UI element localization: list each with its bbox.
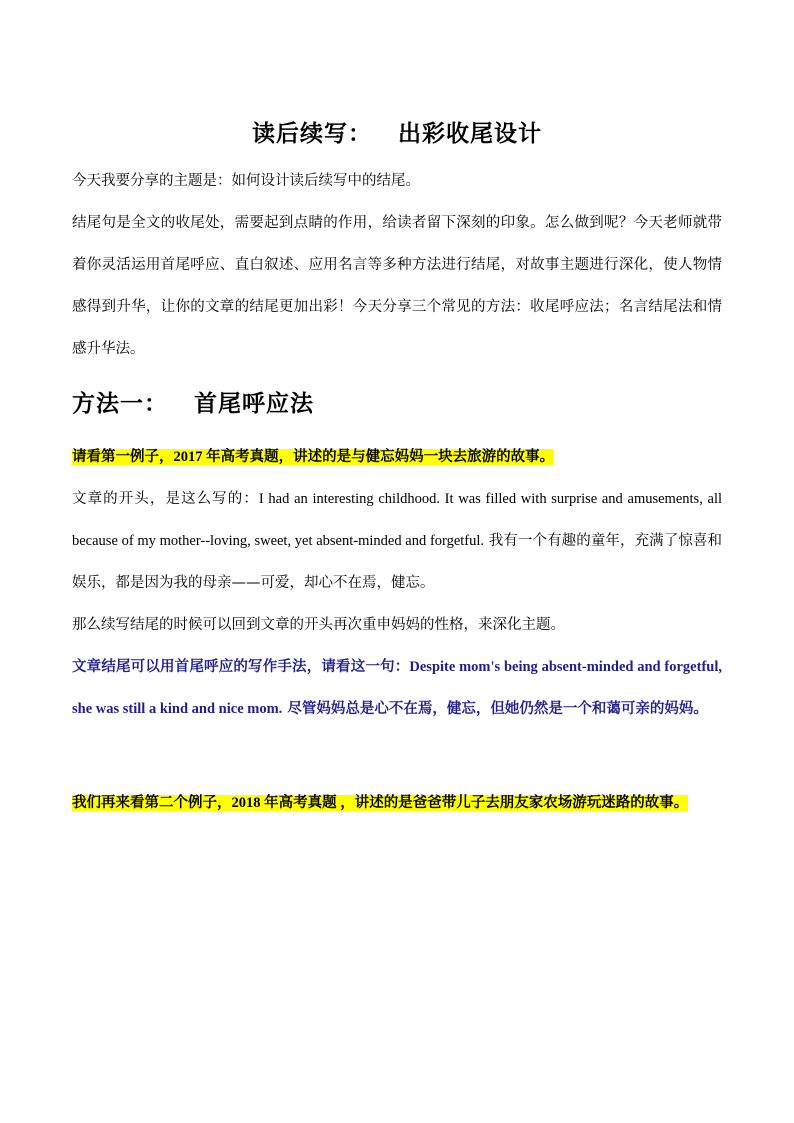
opening-prefix: 文章的开头，是这么写的： <box>72 491 259 507</box>
page-title <box>72 110 722 158</box>
document-page <box>72 110 722 824</box>
page-title-left: 读后续写： <box>252 121 372 147</box>
ending-chinese: 尽管妈妈总是心不在焉，健忘，但她仍然是一个和蔼可亲的妈妈。 <box>287 701 708 717</box>
method-one-heading-left: 方法一： <box>72 391 168 417</box>
ending-prefix: 文章结尾可以用首尾呼应的写作手法，请看这一句： <box>72 659 410 675</box>
ending-paragraph <box>72 646 722 730</box>
page-title-right: 出彩收尾设计 <box>398 121 542 147</box>
opening-english: I had an interesting childhood. It was filled with surprise and amusements, all because of my mother--loving, sweet, yet absent-minded and forgetful. <box>72 491 723 549</box>
intro-paragraph: 结尾句是全文的收尾处，需要起到点睛的作用，给读者留下深刻的印象。怎么做到呢？今天老师就带着你灵活运用首尾呼应、直白叙述、应用名言等多种方法进行结尾，对故事主题进行深化，使人物情感得到升华，让你的文章的结尾更加出彩！今天分享三个常见的方法：收尾呼应法；名言结尾法和情感升华法。 <box>72 215 722 357</box>
example-two-highlight: 我们再来看第二个例子，2018 年高考真题 ，讲述的是爸爸带儿子去朋友家农场游玩迷路的故事。 <box>72 795 689 811</box>
method-one-heading-right: 首尾呼应法 <box>194 391 314 417</box>
opening-paragraph <box>72 478 722 604</box>
ending-english: Despite mom's being absent-minded and forgetful, she was still a kind and nice mom. <box>72 659 722 717</box>
method-one-heading <box>72 378 722 430</box>
example-one-highlight: 请看第一例子，2017 年高考真题，讲述的是与健忘妈妈一块去旅游的故事。 <box>72 449 555 465</box>
opening-chinese: 我有一个有趣的童年，充满了惊喜和娱乐，都是因为我的母亲——可爱，却心不在焉，健忘。 <box>72 533 723 591</box>
blank-line <box>72 730 722 782</box>
intro-line: 今天我要分享的主题是：如何设计读后续写中的结尾。 <box>72 173 420 189</box>
example-two-paragraph <box>72 782 722 824</box>
example-one-paragraph <box>72 436 722 478</box>
explanation-paragraph: 那么续写结尾的时候可以回到文章的开头再次重申妈妈的性格，来深化主题。 <box>72 617 565 633</box>
